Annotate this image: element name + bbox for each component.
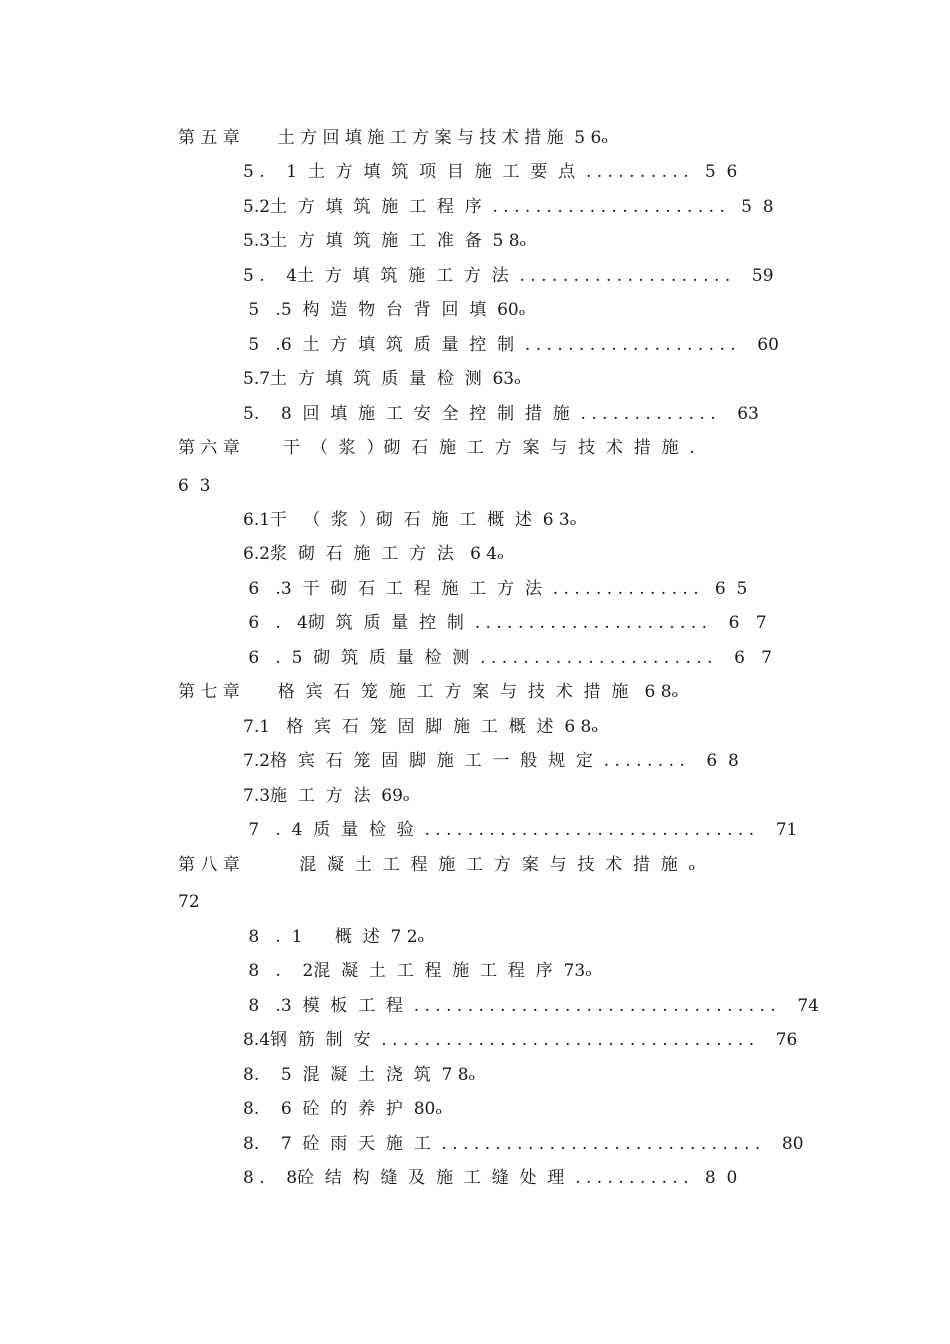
toc-entry-6-1: 6.1干 （ 浆 ）砌 石 施 工 概 述 6 3ₒ	[243, 510, 577, 530]
toc-entry-6-2: 6.2浆 砌 石 施 工 方 法 6 4ₒ	[243, 544, 504, 564]
toc-entry-5-5: 5 .5 构 造 物 台 背 回 填 60ₒ	[243, 300, 526, 320]
toc-entry-8-5: 8. 5 混 凝 土 浇 筑 7 8ₒ	[243, 1065, 476, 1085]
toc-entry-5-3: 5.3土 方 填 筑 施 工 准 备 5 8ₒ	[243, 231, 527, 251]
toc-entry-6-4: 6 . 4砌 筑 质 量 控 制 . . . . . . . . . . . . . . . . . . . . . . 6 7	[243, 613, 767, 633]
toc-entry-7-1: 7.1 格 宾 石 笼 固 脚 施 工 概 述 6 8ₒ	[243, 717, 598, 737]
toc-entry-8-1: 8 . 1 概 述 7 2ₒ	[243, 927, 425, 947]
toc-entry-8-4: 8.4钢 筋 制 安 . . . . . . . . . . . . . . . . . . . . . . . . . . . . . . . . . . . 76	[243, 1030, 798, 1050]
toc-chapter-8: 第 八 章 混 凝 土 工 程 施 工 方 案 与 技 术 措 施 ₒ	[178, 855, 696, 875]
toc-entry-8-6: 8. 6 砼 的 养 护 80ₒ	[243, 1099, 442, 1119]
toc-entry-8-2: 8 . 2混 凝 土 工 程 施 工 程 序 73ₒ	[243, 961, 592, 981]
toc-chapter-7: 第 七 章 格 宾 石 笼 施 工 方 案 与 技 术 措 施 6 8ₒ	[178, 682, 679, 702]
toc-chapter-8-page: 72	[178, 892, 200, 912]
toc-chapter-5: 第 五 章 土 方 回 填 施 工 方 案 与 技 术 措 施 5 6ₒ	[178, 128, 608, 148]
toc-entry-5-2: 5.2土 方 填 筑 施 工 程 序 . . . . . . . . . . . . . . . . . . . . . . 5 8	[243, 197, 774, 217]
toc-chapter-6: 第 六 章 干 （ 浆 ）砌 石 施 工 方 案 与 技 术 措 施 .	[178, 438, 695, 458]
toc-entry-5-4: 5 . 4土 方 填 筑 施 工 方 法 . . . . . . . . . . . . . . . . . . . . 59	[243, 266, 774, 286]
toc-entry-7-2: 7.2格 宾 石 笼 固 脚 施 工 一 般 规 定 . . . . . . . . 6 8	[243, 751, 739, 771]
toc-entry-6-3: 6 .3 干 砌 石 工 程 施 工 方 法 . . . . . . . . . . . . . . 6 5	[243, 579, 748, 599]
toc-entry-8-3: 8 .3 模 板 工 程 . . . . . . . . . . . . . . . . . . . . . . . . . . . . . . . . . . 74	[243, 996, 819, 1016]
toc-entry-5-6: 5 .6 土 方 填 筑 质 量 控 制 . . . . . . . . . . . . . . . . . . . . 60	[243, 335, 779, 355]
toc-entry-7-4: 7 . 4 质 量 检 验 . . . . . . . . . . . . . . . . . . . . . . . . . . . . . . . 71	[243, 820, 798, 840]
toc-entry-5-8: 5. 8 回 填 施 工 安 全 控 制 措 施 . . . . . . . . . . . . . 63	[243, 404, 759, 424]
toc-entry-5-1: 5 . 1 土 方 填 筑 项 目 施 工 要 点 . . . . . . . . . . 5 6	[243, 162, 738, 182]
toc-entry-8-8: 8 . 8砼 结 构 缝 及 施 工 缝 处 理 . . . . . . . . . . . 8 0	[243, 1168, 738, 1188]
toc-entry-8-7: 8. 7 砼 雨 天 施 工 . . . . . . . . . . . . . . . . . . . . . . . . . . . . . . 80	[243, 1134, 804, 1154]
toc-chapter-6-page: 6 3	[178, 476, 211, 496]
toc-entry-7-3: 7.3施 工 方 法 69ₒ	[243, 786, 410, 806]
toc-entry-5-7: 5.7土 方 填 筑 质 量 检 测 63ₒ	[243, 369, 521, 389]
toc-entry-6-5: 6 . 5 砌 筑 质 量 检 测 . . . . . . . . . . . . . . . . . . . . . . 6 7	[243, 648, 772, 668]
